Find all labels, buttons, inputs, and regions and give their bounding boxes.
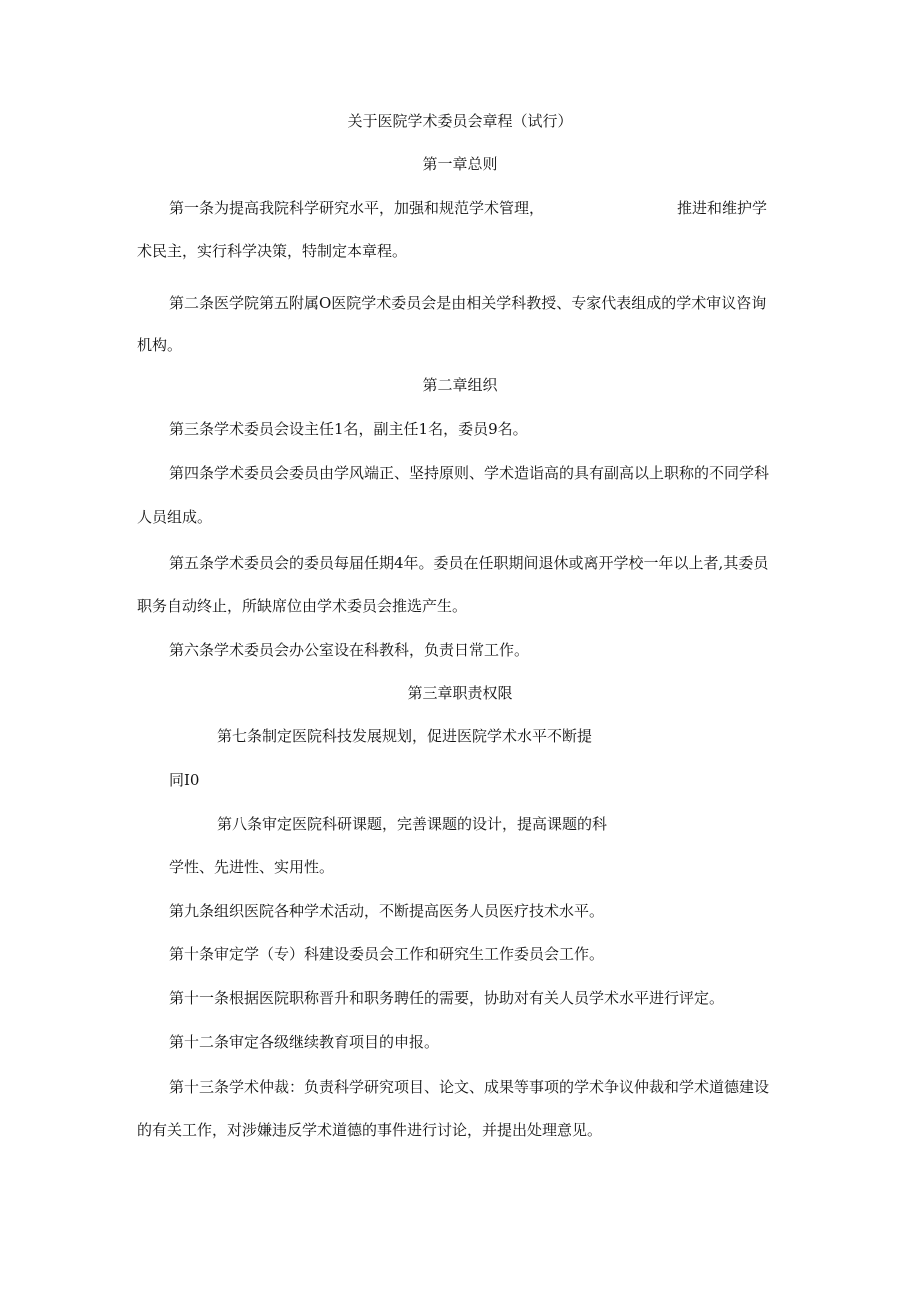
article-10: 第十条审定学（专）科建设委员会工作和研究生工作委员会工作。 bbox=[169, 945, 605, 963]
article-4-line-1: 第四条学术委员会委员由学风端正、坚持原则、学术造诣高的具有副高以上职称的不同学科 bbox=[169, 464, 770, 482]
article-9: 第九条组织医院各种学术活动，不断提高医务人员医疗技术水平。 bbox=[169, 902, 605, 920]
article-13-line-1: 第十三条学术仲裁：负责科学研究项目、论文、成果等事项的学术争议仲裁和学术道德建设 bbox=[169, 1078, 770, 1096]
chapter-3-heading: 第三章职责权限 bbox=[407, 684, 513, 702]
article-2-line-1: 第二条医学院第五附属O医院学术委员会是由相关学科教授、专家代表组成的学术审议咨询 bbox=[169, 294, 767, 312]
article-1-line-1b: 推进和维护学 bbox=[677, 199, 768, 217]
article-5-line-1: 第五条学术委员会的委员每届任期4年。委员在任职期间退休或离开学校一年以上者,其委员 bbox=[169, 554, 769, 572]
article-3: 第三条学术委员会设主任1名，副主任1名，委员9名。 bbox=[169, 420, 528, 438]
article-8-line-2: 学性、先进性、实用性。 bbox=[169, 858, 335, 876]
article-4-line-2: 人员组成。 bbox=[137, 508, 213, 526]
article-8-line-1: 第八条审定医院科研课题，完善课题的设计，提高课题的科 bbox=[217, 815, 608, 833]
document-title: 关于医院学术委员会章程（试行） bbox=[347, 112, 573, 130]
article-1-line-2: 术民主，实行科学决策，特制定本章程。 bbox=[137, 242, 408, 260]
article-2-line-2: 机构。 bbox=[137, 336, 183, 354]
article-11: 第十一条根据医院职称晋升和职务聘任的需要，协助对有关人员学术水平进行评定。 bbox=[169, 989, 725, 1007]
article-6: 第六条学术委员会办公室设在科教科，负责日常工作。 bbox=[169, 641, 530, 659]
chapter-2-heading: 第二章组织 bbox=[422, 376, 498, 394]
chapter-1-heading: 第一章总则 bbox=[422, 155, 498, 173]
article-7-line-1: 第七条制定医院科技发展规划，促进医院学术水平不断提 bbox=[217, 727, 593, 745]
article-12: 第十二条审定各级继续教育项目的申报。 bbox=[169, 1033, 440, 1051]
article-1-line-1a: 第一条为提高我院科学研究水平，加强和规范学术管理， bbox=[169, 199, 545, 217]
article-13-line-2: 的有关工作，对涉嫌违反学术道德的事件进行讨论，并提出处理意见。 bbox=[137, 1121, 603, 1139]
article-7-line-2: 同I0 bbox=[169, 771, 200, 789]
article-5-line-2: 职务自动终止，所缺席位由学术委员会推选产生。 bbox=[137, 597, 468, 615]
